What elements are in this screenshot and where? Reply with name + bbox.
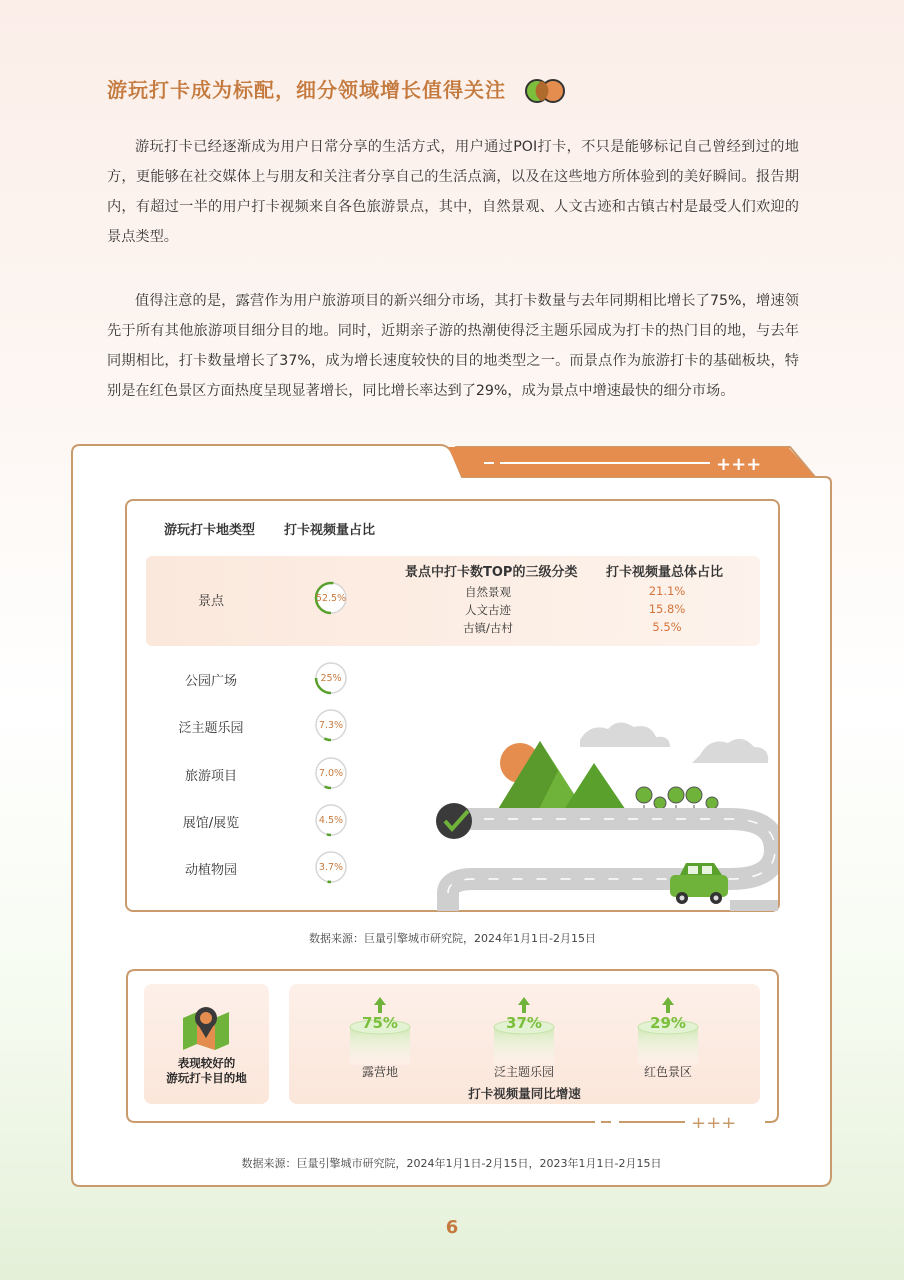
source-note-1: 数据来源：巨量引擎城市研究院，2024年1月1日-2月15日 <box>309 932 596 945</box>
map-pin-icon <box>181 1004 231 1050</box>
sub-col-header-share: 打卡视频量总体占比 <box>606 565 724 580</box>
badge-text <box>144 1056 269 1086</box>
growth-value: 29% <box>650 1014 686 1032</box>
paragraph-2: 值得注意的是，露营作为用户旅游项目的新兴细分市场，其打卡数量与去年同期相比增长了75%，增速领先于所有其他旅游项目细分目的地。同时，近期亲子游的热潮使得泛主题乐园成为打卡的热门目的地，与去年同期相比，打卡数量增长了37%，成为增长速度较快的目的地类型之一。而景点作为旅游打卡的基础板块，特别是在红色景区方面热度呈现显著增长，同比增长率达到了29%，成为景点中增速最快的细分市场。 <box>107 293 799 399</box>
growth-label: 红色景区 <box>643 1065 692 1079</box>
sub-row-name: 古镇/古村 <box>463 621 513 635</box>
heading-dots-icon <box>523 76 571 106</box>
share-value: 52.5% <box>315 593 347 604</box>
category-label: 展馆/展览 <box>182 816 240 831</box>
growth-value: 37% <box>506 1014 542 1032</box>
source-note-2: 数据来源：巨量引擎城市研究院，2024年1月1日-2月15日，2023年1月1日-2月15日 <box>241 1157 662 1170</box>
category-label: 公园广场 <box>184 674 237 689</box>
growth-label: 泛主题乐园 <box>493 1065 554 1079</box>
share-value: 7.3% <box>318 720 344 731</box>
paragraph-1: 游玩打卡已经逐渐成为用户日常分享的生活方式，用户通过POI打卡，不只是能够标记自己曾经到过的地方，更能够在社交媒体上与朋友和关注者分享自己的生活点滴，以及在这些地方所体验到的美好瞬间。报告期内，有超过一半的用户打卡视频来自各色旅游景点，其中，自然景观、人文古迹和古镇古村是最受人们欢迎的景点类型。 <box>107 139 799 245</box>
growth-label: 露营地 <box>361 1065 398 1079</box>
category-label: 泛主题乐园 <box>178 721 244 736</box>
travel-illustration <box>430 715 778 911</box>
share-value: 4.5% <box>318 815 344 826</box>
section-heading: 游玩打卡成为标配，细分领域增长值得关注 <box>107 78 506 102</box>
badge-line: 游玩打卡目的地 <box>166 1071 247 1085</box>
category-label: 动植物园 <box>184 863 237 878</box>
svg-text:+++: +++ <box>716 454 762 475</box>
page-number: 6 <box>445 1217 459 1238</box>
share-value: 3.7% <box>318 862 344 873</box>
share-value: 25% <box>320 673 342 684</box>
sub-row-share: 5.5% <box>652 620 682 634</box>
col-header-share: 打卡视频量占比 <box>284 523 376 538</box>
col-header-type: 游玩打卡地类型 <box>164 523 256 538</box>
sub-row-name: 自然景观 <box>465 585 511 599</box>
share-value: 7.0% <box>318 768 344 779</box>
category-label: 景点 <box>197 594 224 609</box>
category-label: 旅游项目 <box>184 769 237 784</box>
svg-text:+++: +++ <box>691 1113 737 1128</box>
sub-row-share: 15.8% <box>648 602 686 616</box>
sub-row-share: 21.1% <box>648 584 686 598</box>
sub-col-header-top3: 景点中打卡数TOP的三级分类 <box>405 565 578 580</box>
growth-value: 75% <box>362 1014 398 1032</box>
badge-line: 表现较好的 <box>177 1056 236 1070</box>
growth-caption: 打卡视频量同比增速 <box>468 1086 581 1101</box>
sub-row-name: 人文古迹 <box>465 603 511 617</box>
